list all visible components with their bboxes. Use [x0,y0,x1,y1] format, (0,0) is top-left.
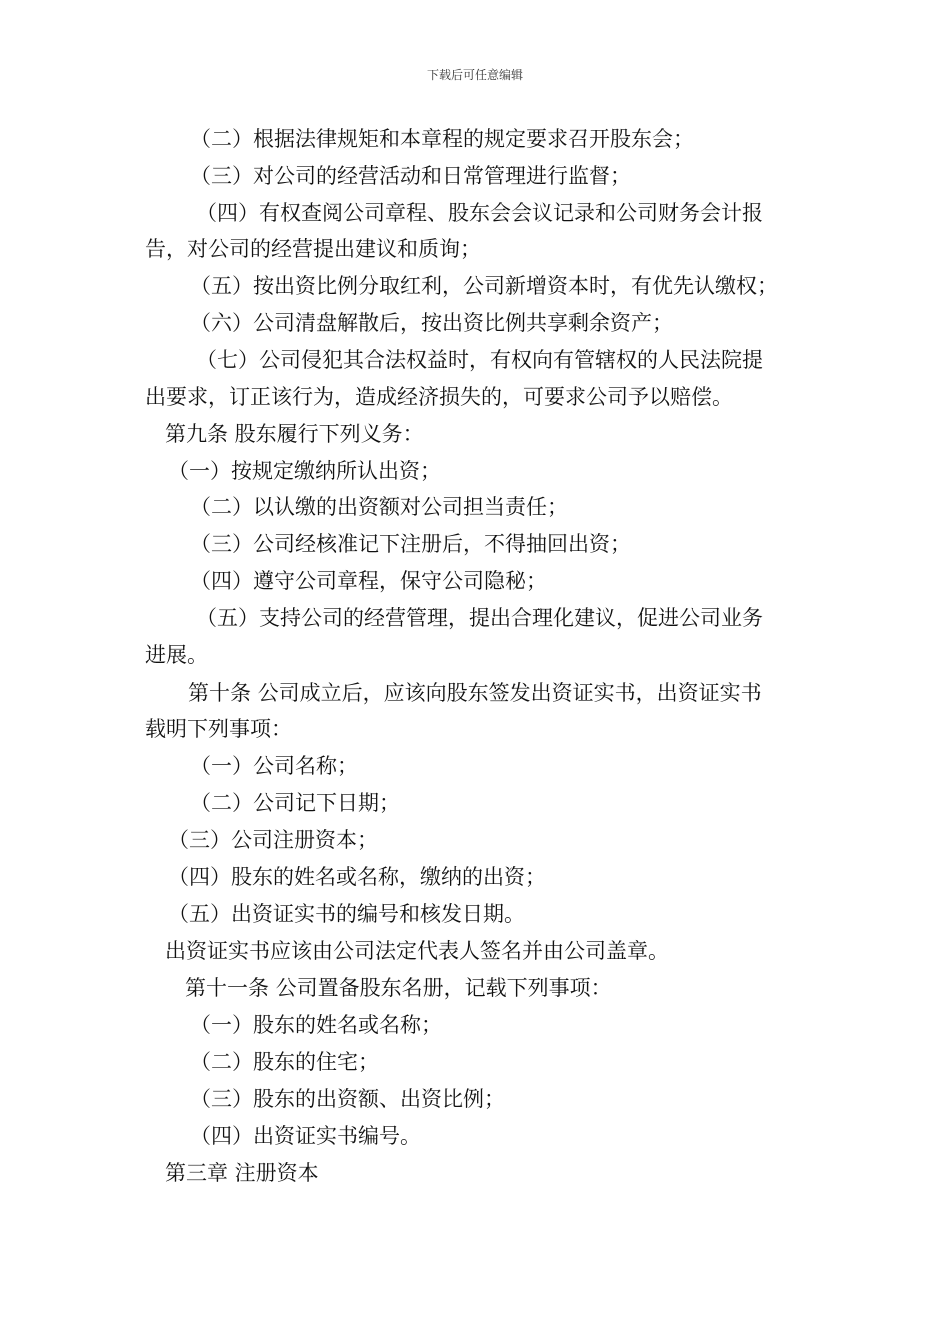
text-line: （五）支持公司的经营管理，提出合理化建议，促进公司业务 [196,606,763,630]
text-line: 进展。 [145,643,208,667]
text-line: （三）公司注册资本； [168,828,378,852]
text-line: （二）公司记下日期； [190,791,400,815]
text-line: （三）股东的出资额、出资比例； [190,1087,505,1111]
text-line: 出要求，订正该行为，造成经济损失的，可要求公司予以赔偿。 [145,385,733,409]
text-line: （一）股东的姓名或名称； [190,1013,442,1037]
article-heading: 第十一条 公司置备股东名册，记载下列事项： [185,976,612,1000]
text-line: （四）遵守公司章程，保守公司隐秘； [190,569,547,593]
text-line: （二）以认缴的出资额对公司担当责任； [190,495,568,519]
article-heading: 第九条 股东履行下列义务： [165,422,424,446]
text-line: 载明下列事项： [145,717,292,741]
page-header: 下载后可任意编辑 [426,68,523,82]
text-line: （五）出资证实书的编号和核发日期。 [168,902,525,926]
chapter-heading: 第三章 注册资本 [165,1161,319,1185]
text-line: （一）按规定缴纳所认出资； [168,459,441,483]
text-line: 出资证实书应该由公司法定代表人签名并由公司盖章。 [165,939,669,963]
article-heading: 第十条 公司成立后，应该向股东签发出资证实书，出资证实书 [188,681,762,705]
text-line: （三）公司经核准记下注册后，不得抽回出资； [190,532,631,556]
text-line: 告，对公司的经营提出建议和质询； [145,237,481,261]
text-line: （四）股东的姓名或名称，缴纳的出资； [168,865,546,889]
text-line: （一）公司名称； [190,754,358,778]
text-line: （七）公司侵犯其合法权益时，有权向有管辖权的人民法院提 [196,348,763,372]
text-line: （六）公司清盘解散后，按出资比例共享剩余资产； [190,311,673,335]
text-line: （二）根据法律规矩和本章程的规定要求召开股东会； [190,127,694,151]
text-line: （五）按出资比例分取红利，公司新增资本时，有优先认缴权； [190,274,778,298]
text-line: （三）对公司的经营活动和日常管理进行监督； [190,164,631,188]
text-line: （四）出资证实书编号。 [190,1124,421,1148]
text-line: （四）有权查阅公司章程、股东会会议记录和公司财务会计报 [196,201,763,225]
text-line: （二）股东的住宅； [190,1050,379,1074]
